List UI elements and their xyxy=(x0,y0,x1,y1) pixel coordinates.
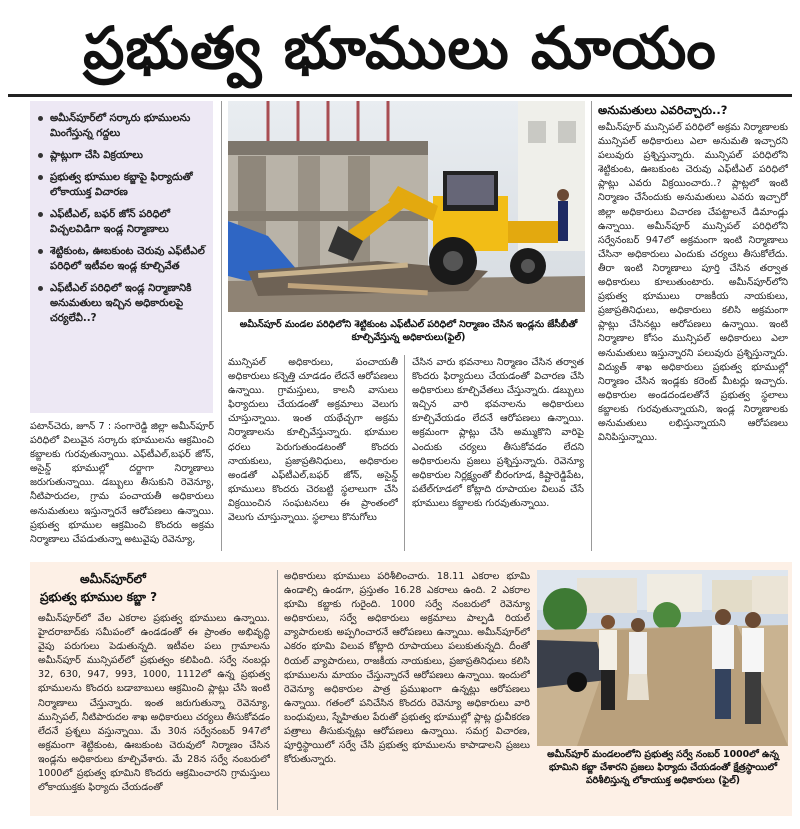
column-divider xyxy=(591,101,592,551)
encroachment-heading xyxy=(40,570,240,610)
inspection-illustration xyxy=(537,570,788,746)
column-divider xyxy=(404,355,405,551)
article-column-4: అమీన్‌పూర్ మున్సిపల్ పరిధిలో అక్రమ నిర్మాణాలకు మున్సిపల్ అధికారులు ఎలా అనుమతి ఇచ్చారని పలువురు ప్రశ్నిస్తున్నారు. మున్సిపల్ పరిధిలోని శెట్టికుంట, ఊబకుంట చెరువు ఎఫ్‌టీఎల్ పరిధిలో ప్లాట్లు ఎవరు విక్రయించారు..? ప్లాట్లలో ఇంటి నిర్మాణం చేసేందుకు అనుమతులు ఎవరు ఇచ్చారో జిల్లా అధికారులు విచారణ చేపట్టాలనే డిమాండ్లు ఉన్నాయి. అమీన్‌పూర్ మున్సిపల్ పరిధిలోని సర్వేనంబర్ 947లో అక్రమంగా ఇంటి నిర్మాణాలు చేసినా అధికారులు ఎందుకు చర్యలు తీసుకోలేదు. తీరా ఇంటి నిర్మాణాలు పూర్తి చేసిన తర్వాత అధికారులు కూలుతుంటారు. అమీన్‌పూర్‌లోని ప్రభుత్వ భూములు రాజకీయ నాయకులు, ప్రజాప్రతినిధులు, అధికారులు కలిసి అక్రమంగా ప్లాట్లు చేసినట్లు ఆరోపణలు ఉన్నాయి. ఇంటి నిర్మాణాల కోసం మున్సిపల్ అధికారులు ఎలా అనుమతులు ఇస్తున్నారని పలువురు ప్రశ్నిస్తున్నారు. విద్యుత్ శాఖ అధికారులు ప్రభుత్వ భూముల్లో నిర్మాణం చేసిన ఇండ్లకు కరెంట్ మీటర్లు ఇచ్చారు. అధికారుల అండదండలతోనే ప్రభుత్వ స్థలాలు కబ్జాలకు గురవుతున్నాయని, ఇండ్ల నిర్మాణాలకు అనుమతులు లభిస్తున్నాయని ఆరోపణలు వినిపిస్తున్నాయి. xyxy=(598,122,788,444)
inspection-photo xyxy=(537,570,788,746)
highlight-item: ప్లాట్లుగా చేసి విక్రయాలు xyxy=(38,148,205,163)
highlight-item: ఎఫ్‌టీఎల్ పరిధిలో ఇండ్ల నిర్మాణానికి అనుమతులు ఇచ్చిన అధికారులపై చర్యలేవీ..? xyxy=(38,281,205,326)
encroachment-column-2: అధికారులు భూములు పరిశీలించారు. 18.11 ఎకరాల భూమి ఉండాల్సి ఉండగా, ప్రస్తుతం 16.28 ఎకరాలు ఉంది. 2 ఎకరాల భూమి కబ్జాకు గురైంది. 1000 సర్వే నంబరులో రెవెన్యూ అధికారులు, సర్వే అధికారులు అక్రమాలు పాల్పడి రియల్ వ్యాపారులకు అప్పగించారనే ఆరోపణలు ఉన్నాయి. అమీన్‌పూర్‌లో ఎకరం భూమి విలువ కోట్లాది రూపాయలు పలుకుతున్నది. దీంతో రియల్ వ్యాపారులు, రాజకీయ నాయకులు, ప్రజాప్రతినిధులు కలిసి భూములను మాయం చేస్తున్నారనే ఆరోపణలు ఉన్నాయి. ఇందులో రెవెన్యూ అధికారుల పాత్ర ప్రముఖంగా ఉన్నట్లు ఆరోపణలు ఉన్నాయి. గతంలో పనిచేసిన కొందరు రెవెన్యూ అధికారులు వారి బంధువులు, స్నేహితుల పేరుతో ప్రభుత్వ భూముల్లో ప్లాట్ల ధ్రువీకరణ పత్రాలు తీసుకున్నట్లు ఆరోపణలు ఉన్నాయి. సమగ్ర విచారణ, పూర్తిస్థాయిలో సర్వే చేసి ప్రభుత్వ భూములను కాపాడాలని ప్రజలు కోరుతున్నారు. xyxy=(284,571,530,766)
permissions-subheading: అనుమతులు ఎవరిచ్చారు..? xyxy=(598,103,728,117)
article-column-1: పటాన్‌చెరు, జూన్ 7 : సంగారెడ్డి జిల్లా అమీన్‌పూర్ పరిధిలో విలువైన సర్కారు భూములను ఆక్రమించి కబ్జాలకు గురవుతున్నాయి. ఎఫ్‌టీఎల్,బఫర్ జోన్, అసైన్డ్ భూముల్లో దర్జాగా నిర్మాణాలు జరుగుతున్నాయి. డబ్బులు తీసుకుని రెవెన్యూ, నీటిపారుదల, గ్రామ పంచాయతీ అధికారులు అనుమతులు ఇస్తున్నారనే ఆరోపణలు ఉన్నాయి. ప్రభుత్వ భూముల ఆక్రమించి కొందరు అక్రమ నిర్మాణాలు చేపడుతున్నా అటువైపు రెవెన్యూ, xyxy=(30,421,214,545)
article-column-3: చేసిన వారు భవనాలు నిర్మాణం చేసిన తర్వాత కొందరు ఫిర్యాదులు చేయడంతో విచారణ చేసి అధికారులు కూల్చివేతలు చేస్తున్నారు. డబ్బులు ఇచ్చిన వారి భవనాలను అధికారులు కూల్చివేయడం లేదనే ఆరోపణలు ఉన్నాయి. అక్రమంగా ప్లాట్లు చేసి అమ్ముకొని వారిపై ఎందుకు చర్యలు తీసుకోవడం లేదని అధికారులను ప్రజలు ప్రశ్నిస్తున్నారు. రెవెన్యూ అధికారుల నిర్లక్ష్యంతో బీరంగూడ, కిష్టారెడ్డిపేట, పటేల్‌గూడలో కోట్లాది రూపాయల విలువ చేసే భూములు కబ్జాలకు గురవుతున్నాయి. xyxy=(412,357,584,509)
column-divider xyxy=(277,570,278,810)
encroachment-column-1: అమీన్‌పూర్‌లో వేల ఎకరాల ప్రభుత్వ భూములు ఉన్నాయి. హైదరాబాద్‌కు సమీపంలో ఉండడంతో ఈ ప్రాంతం అభివృద్ధి వైపు పరుగులు పెడుతున్నది. ఇటీవల పలు గ్రామాలను అమీన్‌పూర్ మున్సిపల్‌లో ప్రభుత్వం కలిపింది. సర్వే నంబర్లు 32, 630, 947, 993, 1000, 1112లో ఉన్న ప్రభుత్వ భూములను కొందరు బడాబాబులు ఆక్రమించి ప్లాట్లు చేసి ఇంటి నిర్మాణాలు చేస్తున్నారు. ఇంత జరుగుతున్నా రెవెన్యూ, మున్సిపల్, నీటిపారుదల శాఖ అధికారులు చర్యలు తీసుకోవడం లేదనే ప్రశ్నలు వస్తున్నాయి. మే 30న సర్వేనంబర్ 947లో అక్రమంగా శెట్టికుంట, ఊబకుంట చెరువులో నిర్మాణం చేసిన ఇండ్లను అధికారులు కూల్చివేశారు. మే 28న సర్వే నంబరులో 1000లో ప్రభుత్వ భూమిని కొందరు ఆక్రమించారని గ్రామస్తులు లోకాయుక్తకు ఫిర్యాదు చేయడంతో xyxy=(38,613,270,794)
jcb-illustration xyxy=(228,101,585,312)
highlight-item: ఎఫ్‌టీఎల్, బఫర్ జోన్ పరిధిలో విచ్చలవిడిగా ఇండ్ల నిర్మాణాలు xyxy=(38,207,205,237)
highlight-item: అమీన్‌పూర్‌లో సర్కారు భూములను మింగేస్తున్న గద్దలు xyxy=(38,111,205,141)
headline: ప్రభుత్వ భూములు మాయం xyxy=(83,14,717,82)
inspection-photo-caption: అమీన్‌పూర్ మండలంలోని ప్రభుత్వ సర్వే నంబర్ 1000లో ఉన్న భూమిని కబ్జా చేశారని ప్రజలు ఫిర్యాదు చేయడంతో క్షేత్రస్థాయిలో పరిశీలిస్తున్న లోకాయుక్త అధికారులు (ఫైల్) xyxy=(547,749,779,786)
encroachment-heading-line1: అమీన్‌పూర్‌లో xyxy=(80,572,146,586)
demolition-photo xyxy=(228,101,585,312)
headline-rule xyxy=(8,94,792,97)
encroachment-heading-line2: ప్రభుత్వ భూముల కబ్జా ? xyxy=(40,590,158,604)
column-divider xyxy=(221,101,222,551)
article-column-2: మున్సిపల్ అధికారులు, పంచాయతీ అధికారులు కన్నెత్తి చూడడం లేదనే ఆరోపణలు ఉన్నాయి. గ్రామస్తులు, కాలనీ వాసులు ఫిర్యాదులు చేయడంతో అక్రమాలు వెలుగు చూస్తున్నాయి. ఇంత యథేచ్ఛగా అక్రమ నిర్మాణాలను కూల్చివేస్తున్నారు. భూముల ధరలు పెరుగుతుండటంతో కొందరు నాయకులు, ప్రజాప్రతినిధులు, అధికారుల అండతో ఎఫ్‌టీఎల్,బఫర్ జోన్, అసైన్డ్ భూములు కొందరు చెరబట్టి స్థలాలుగా చేసి విక్రయించిన సంఘటనలు ఈ ప్రాంతంలో వెలుగు చూస్తున్నాయి. స్థలాలు కొనుగోలు xyxy=(228,357,398,524)
highlight-item: ప్రభుత్వ భూముల కబ్జాపై ఫిర్యాదుతో లోకాయుక్త విచారణ xyxy=(38,170,205,200)
demolition-photo-caption: అమీన్‌పూర్ మండల పరిధిలోని శెట్టికుంట ఎఫ్‌టీఎల్ పరిధిలో నిర్మాణం చేసిన ఇండ్లను జేసీబీతో కూల్చివేస్తున్న అధికారులు(ఫైల్) xyxy=(239,319,578,343)
highlights-box xyxy=(30,101,213,413)
highlight-item: శెట్టికుంట, ఊబకుంట చెరువు ఎఫ్‌టీఎల్ పరిధిలో ఇటీవల ఇండ్ల కూల్చివేత xyxy=(38,244,205,274)
